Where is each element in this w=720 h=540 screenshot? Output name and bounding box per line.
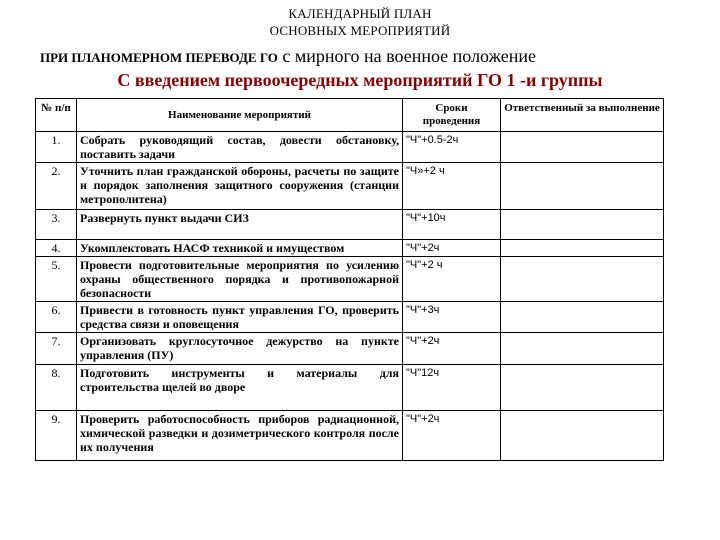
row-num: 4. [36, 240, 77, 257]
subtitle-regular-part: с мирного на военное положение [277, 46, 537, 66]
row-num: 9. [36, 411, 77, 461]
row-term: "Ч"+2ч [403, 240, 501, 257]
row-responsible [501, 365, 664, 411]
header-num: № п/п [36, 99, 77, 132]
row-term: "Ч"+0.5-2ч [403, 132, 501, 163]
row-responsible [501, 411, 664, 461]
row-name: Собрать руководящий состав, довести обстановку, поставить задачи [77, 132, 403, 163]
row-responsible [501, 240, 664, 257]
row-num: 5. [36, 257, 77, 302]
row-term: "Ч"+2ч [403, 333, 501, 365]
row-term: "Ч"+3ч [403, 302, 501, 333]
plan-subtitle-red: С введением первоочередных мероприятий ГО 1 -и группы [117, 70, 603, 90]
row-num: 2. [36, 163, 77, 210]
row-responsible [501, 210, 664, 240]
row-responsible [501, 163, 664, 210]
plan-title: КАЛЕНДАРНЫЙ ПЛАН [288, 6, 432, 21]
header-name: Наименование мероприятий [77, 99, 403, 132]
row-term: "Ч"+2 ч [403, 257, 501, 302]
table-row [36, 257, 664, 302]
row-num: 7. [36, 333, 77, 365]
row-responsible [501, 302, 664, 333]
row-num: 8. [36, 365, 77, 411]
table-row [36, 210, 664, 240]
row-num: 1. [36, 132, 77, 163]
header-responsible: Ответственный за выполнение [501, 99, 664, 132]
row-name: Привести в готовность пункт управления ГО, проверить средства связи и оповещения [77, 302, 403, 333]
row-term: "Ч»+2 ч [403, 163, 501, 210]
row-name: Организовать круглосуточное дежурство на пункте управления (ПУ) [77, 333, 403, 365]
row-name: Укомплектовать НАСФ техникой и имуществом [77, 240, 403, 257]
table-row [36, 411, 664, 461]
row-term: "Ч"+10ч [403, 210, 501, 240]
table-row [36, 132, 664, 163]
table-row [36, 240, 664, 257]
row-term: "Ч"+2ч [403, 411, 501, 461]
table-row [36, 302, 664, 333]
plan-subtitle [40, 46, 690, 67]
table-row [36, 333, 664, 365]
subtitle-caps-part: ПРИ ПЛАНОМЕРНОМ ПЕРЕВОДЕ ГО [40, 50, 278, 65]
row-responsible [501, 333, 664, 365]
plan-title-line2: ОСНОВНЫХ МЕРОПРИЯТИЙ [269, 23, 451, 38]
row-num: 6. [36, 302, 77, 333]
row-responsible [501, 257, 664, 302]
row-name: Развернуть пункт выдачи СИЗ [77, 210, 403, 240]
row-name: Подготовить инструменты и материалы для строительства щелей во дворе [77, 365, 403, 411]
measures-table [35, 98, 664, 461]
row-name: Уточнить план гражданской обороны, расчеты по защите и порядок заполнения защитного сооружения (станции метрополитена) [77, 163, 403, 210]
row-name: Провести подготовительные мероприятия по усилению охраны общественного порядка и противопожарной безопасности [77, 257, 403, 302]
row-name: Проверить работоспособность приборов радиационной, химической разведки и дозиметрического контроля после их получения [77, 411, 403, 461]
table-header-row [36, 99, 664, 132]
header-term: Сроки проведения [403, 99, 501, 132]
row-num: 3. [36, 210, 77, 240]
row-term: "Ч"12ч [403, 365, 501, 411]
row-responsible [501, 132, 664, 163]
table-row [36, 365, 664, 411]
table-row [36, 163, 664, 210]
